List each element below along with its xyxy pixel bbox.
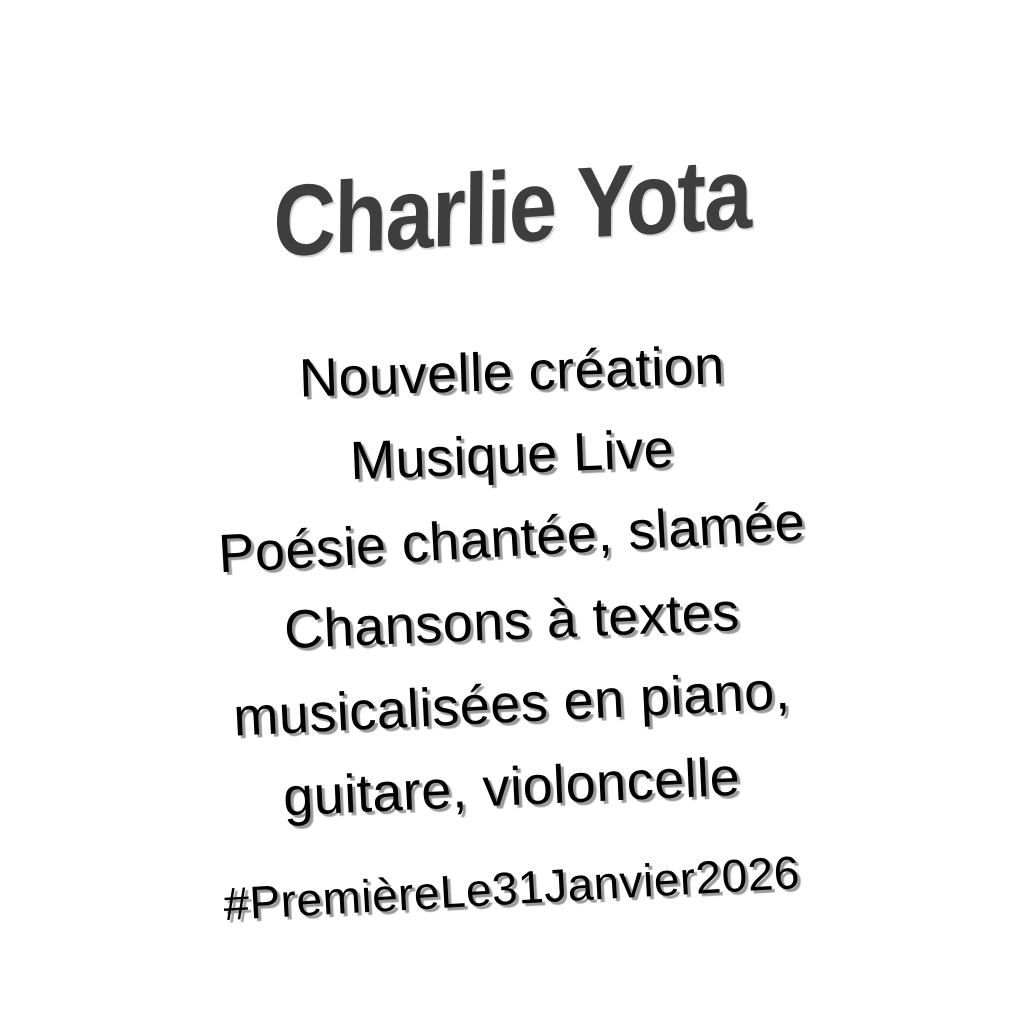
description-line: Chansons à textes — [283, 581, 741, 661]
description-line: guitare, violoncelle — [282, 746, 742, 828]
description-line: Nouvelle création — [298, 335, 726, 409]
premiere-hashtag: #PremièreLe31Janvier2026 — [222, 845, 802, 931]
description-block — [218, 331, 805, 829]
artist-title: Charlie Yota — [272, 137, 752, 279]
description-line: Musique Live — [348, 418, 676, 492]
description-line: musicalisées en piano, — [232, 660, 792, 748]
description-line: Poésie chantée, slamée — [217, 491, 807, 585]
